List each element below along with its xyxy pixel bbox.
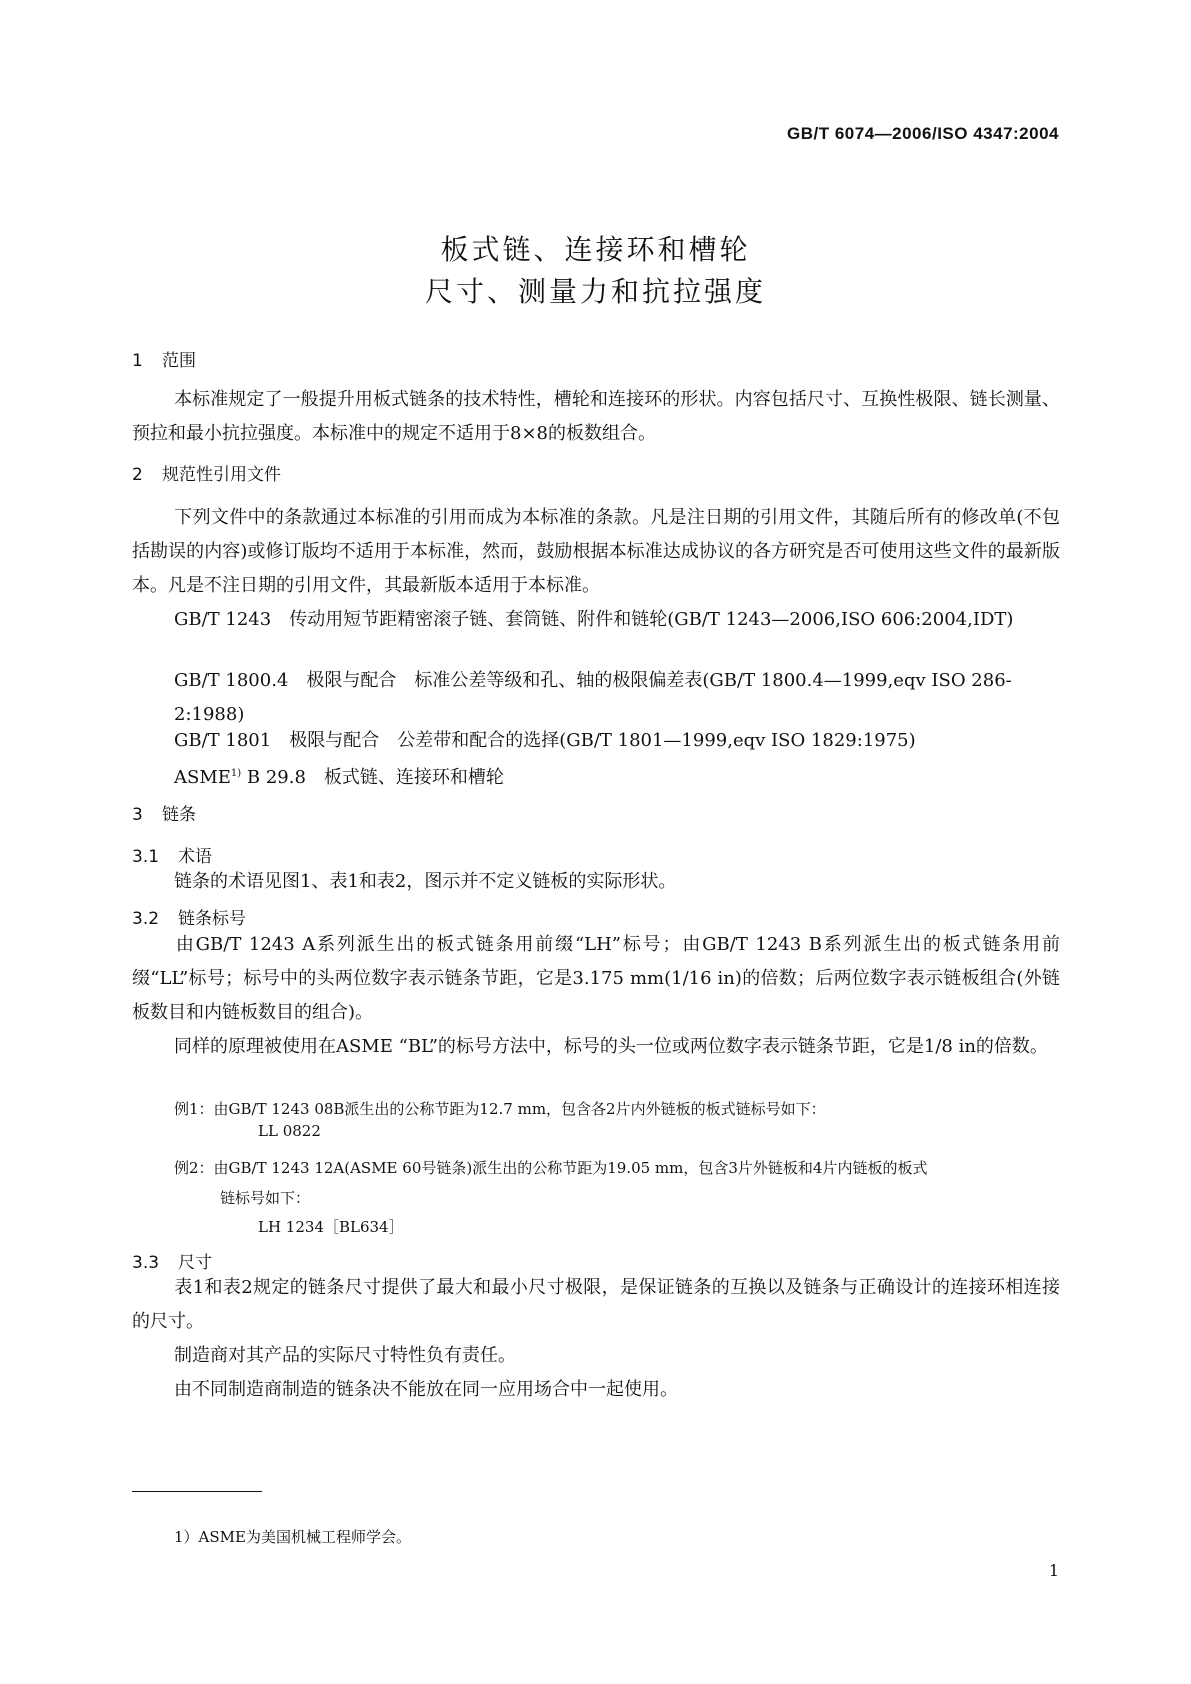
example-1: 例1：由GB/T 1243 08B派生出的公称节距为12.7 mm，包含各2片内外链板的板式链标号如下： [174, 1100, 826, 1118]
section-title: 术语 [178, 847, 212, 867]
title-line-1: 板式链、连接环和槽轮 [440, 233, 751, 266]
section-number: 3 [132, 805, 143, 825]
section-number: 2 [132, 465, 143, 485]
section-3-3-heading [132, 1248, 212, 1273]
section-title: 链条 [162, 805, 196, 825]
example-2-code: LH 1234［BL634］ [258, 1218, 404, 1236]
section-3-2-heading [132, 904, 246, 929]
section-3-1-paragraph: 链条的术语见图1、表1和表2，图示并不定义链板的实际形状。 [174, 871, 677, 892]
section-1-heading [132, 346, 196, 371]
example-2: 例2：由GB/T 1243 12A(ASME 60号链条)派生出的公称节距为19.05 mm，包含3片外链板和4片内链板的板式 链标号如下： [174, 1159, 928, 1207]
section-1-paragraph: 本标准规定了一般提升用板式链条的技术特性，槽轮和连接环的形状。内容包括尺寸、互换性极限、链长测量、预拉和最小抗拉强度。本标准中的规定不适用于8×8的板数组合。 [132, 389, 1060, 444]
section-title: 链条标号 [178, 909, 246, 929]
standard-code: GB/T 6074—2006/ISO 4347:2004 [787, 124, 1059, 143]
example-1-code: LL 0822 [258, 1122, 321, 1140]
section-3-heading [132, 800, 196, 825]
section-title: 尺寸 [178, 1253, 212, 1273]
section-3-2-paragraph-1: 由GB/T 1243 A系列派生出的板式链条用前缀“LH”标号；由GB/T 1243 B系列派生出的板式链条用前缀“LL”标号；标号中的头两位数字表示链条节距，它是3.175 mm(1/16 in)的倍数；后两位数字表示链板组合(外链板数目和内链板数目的组合)。 [132, 934, 1060, 1023]
section-3-2-paragraph-2: 同样的原理被使用在ASME “BL”的标号方法中，标号的头一位或两位数字表示链条节距，它是1/8 in的倍数。 [174, 1036, 1048, 1057]
footnote-separator [132, 1491, 262, 1492]
section-3-3-paragraph-2: 制造商对其产品的实际尺寸特性负有责任。 [174, 1345, 516, 1366]
section-title: 规范性引用文件 [162, 465, 281, 485]
footnote: 1）ASME为美国机械工程师学会。 [174, 1528, 411, 1546]
section-number: 3.2 [132, 909, 160, 929]
section-3-1-heading [132, 842, 212, 867]
reference-item: GB/T 1800.4 极限与配合 标准公差等级和孔、轴的极限偏差表(GB/T 1800.4—1999,eqv ISO 286-2:1988) [174, 670, 1012, 725]
section-number: 3.1 [132, 847, 160, 867]
reference-item: GB/T 1801 极限与配合 公差带和配合的选择(GB/T 1801—1999,eqv ISO 1829:1975) [174, 730, 916, 751]
title-line-2: 尺寸、测量力和抗拉强度 [424, 275, 766, 308]
footnote-marker: 1) [230, 768, 242, 779]
reference-item-asme: ASME$^{1)}$ B 29.8 板式链、连接环和槽轮 [174, 767, 504, 788]
section-2-paragraph: 下列文件中的条款通过本标准的引用而成为本标准的条款。凡是注日期的引用文件，其随后所有的修改单(不包括勘误的内容)或修订版均不适用于本标准，然而，鼓励根据本标准达成协议的各方研究是否可使用这些文件的最新版本。凡是不注日期的引用文件，其最新版本适用于本标准。 [132, 507, 1060, 596]
section-3-3-paragraph-3: 由不同制造商制造的链条决不能放在同一应用场合中一起使用。 [174, 1379, 678, 1400]
reference-item: GB/T 1243 传动用短节距精密滚子链、套筒链、附件和链轮(GB/T 1243—2006,ISO 606:2004,IDT) [174, 609, 1014, 630]
section-3-3-paragraph-1: 表1和表2规定的链条尺寸提供了最大和最小尺寸极限，是保证链条的互换以及链条与正确设计的连接环相连接的尺寸。 [132, 1277, 1060, 1332]
section-title: 范围 [162, 351, 196, 371]
page-number: 1 [1048, 1561, 1059, 1580]
section-number: 3.3 [132, 1253, 160, 1273]
section-number: 1 [132, 351, 143, 371]
section-2-heading [132, 460, 281, 485]
